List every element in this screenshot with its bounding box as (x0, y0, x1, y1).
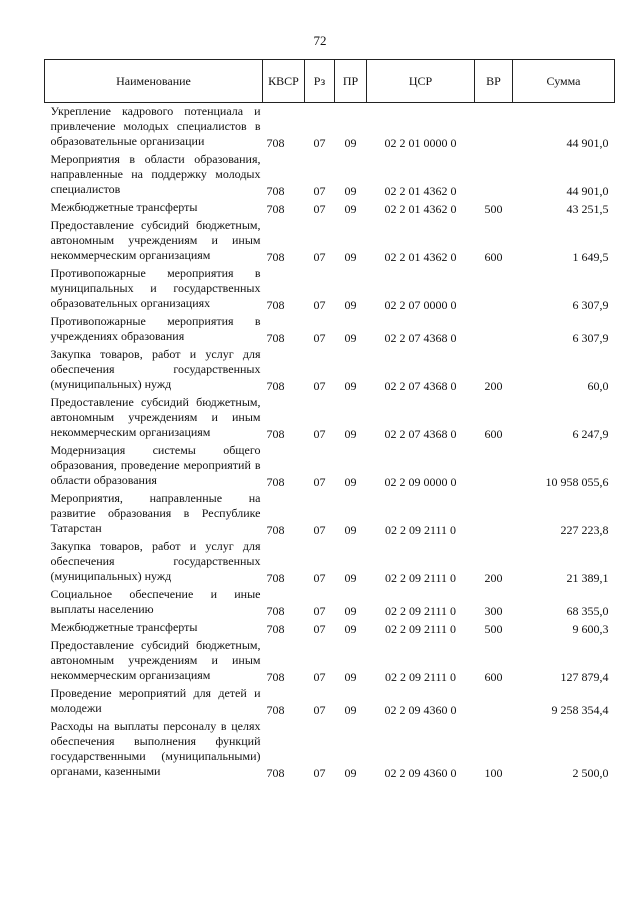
row-kvsr: 708 (266, 379, 285, 393)
row-sum: 43 251,5 (566, 202, 609, 216)
row-rz: 07 (313, 703, 326, 717)
header-name: Наименование (45, 60, 263, 103)
row-name: Противопожарные мероприятия в учреждениях образования (50, 314, 261, 343)
row-csr: 02 2 07 0000 0 (384, 298, 457, 312)
row-sum: 227 223,8 (560, 523, 609, 537)
row-pr: 09 (344, 703, 357, 717)
row-name: Межбюджетные трансферты (50, 200, 198, 214)
row-vr: 600 (484, 427, 503, 441)
row-rz: 07 (313, 250, 326, 264)
table-row (45, 217, 615, 265)
row-name: Закупка товаров, работ и услуг для обеспечения государственных (муниципальных) нужд (50, 347, 261, 391)
row-vr: 300 (484, 604, 503, 618)
row-csr: 02 2 09 4360 0 (384, 766, 457, 780)
row-rz: 07 (313, 604, 326, 618)
row-kvsr: 708 (266, 298, 285, 312)
table-row (45, 313, 615, 346)
row-vr: 600 (484, 250, 503, 264)
row-kvsr: 708 (266, 250, 285, 264)
row-kvsr: 708 (266, 604, 285, 618)
row-kvsr: 708 (266, 670, 285, 684)
row-rz: 07 (313, 427, 326, 441)
page-number: 72 (313, 33, 327, 48)
header-pr: ПР (335, 60, 367, 103)
row-rz: 07 (313, 202, 326, 216)
row-vr: 600 (484, 670, 503, 684)
row-kvsr: 708 (266, 331, 285, 345)
row-sum: 6 247,9 (572, 427, 609, 441)
row-sum: 10 958 055,6 (545, 475, 609, 489)
header-rz: Рз (305, 60, 335, 103)
row-pr: 09 (344, 766, 357, 780)
row-sum: 44 901,0 (566, 184, 609, 198)
row-csr: 02 2 09 2111 0 (384, 604, 457, 618)
table-row (45, 103, 615, 152)
row-rz: 07 (313, 331, 326, 345)
table-row (45, 490, 615, 538)
table-row (45, 619, 615, 637)
header-vr: ВР (475, 60, 513, 103)
table-row (45, 199, 615, 217)
row-vr: 100 (484, 766, 503, 780)
row-rz: 07 (313, 670, 326, 684)
header-kvsr: КВСР (263, 60, 305, 103)
row-sum: 21 389,1 (566, 571, 609, 585)
row-name: Межбюджетные трансферты (50, 620, 198, 634)
row-csr: 02 2 01 4362 0 (384, 202, 457, 216)
table-body (45, 103, 615, 782)
row-vr (475, 442, 513, 490)
row-rz: 07 (313, 622, 326, 636)
row-vr: 500 (484, 622, 503, 636)
row-pr: 09 (344, 571, 357, 585)
row-kvsr: 708 (266, 571, 285, 585)
row-rz: 07 (313, 766, 326, 780)
row-rz: 07 (313, 298, 326, 312)
row-kvsr: 708 (266, 703, 285, 717)
row-pr: 09 (344, 475, 357, 489)
row-vr: 200 (484, 571, 503, 585)
table-row (45, 637, 615, 685)
row-name: Социальное обеспечение и иные выплаты населению (50, 587, 261, 616)
row-rz: 07 (313, 136, 326, 150)
row-pr: 09 (344, 427, 357, 441)
row-csr: 02 2 09 2111 0 (384, 571, 457, 585)
row-rz: 07 (313, 571, 326, 585)
row-pr: 09 (344, 523, 357, 537)
row-rz: 07 (313, 475, 326, 489)
row-csr: 02 2 09 2111 0 (384, 523, 457, 537)
row-vr (475, 685, 513, 718)
row-csr: 02 2 09 4360 0 (384, 703, 457, 717)
row-kvsr: 708 (266, 523, 285, 537)
row-name: Модернизация системы общего образования, проведение мероприятий в области образования (50, 443, 261, 487)
row-name: Укрепление кадрового потенциала и привлечение молодых специалистов в образовательные организации (50, 104, 261, 148)
row-pr: 09 (344, 604, 357, 618)
row-name: Расходы на выплаты персоналу в целях обеспечения выполнения функций государственными (муниципальными) органами, казенными (50, 719, 261, 778)
row-vr (475, 490, 513, 538)
row-rz: 07 (313, 379, 326, 393)
header-csr: ЦСР (367, 60, 475, 103)
row-vr (475, 313, 513, 346)
row-pr: 09 (344, 298, 357, 312)
row-csr: 02 2 09 2111 0 (384, 622, 457, 636)
row-kvsr: 708 (266, 475, 285, 489)
row-sum: 6 307,9 (572, 331, 609, 345)
row-name: Предоставление субсидий бюджетным, автономным учреждениям и иным некоммерческим организациям (50, 395, 261, 439)
row-vr: 500 (484, 202, 503, 216)
row-sum: 127 879,4 (560, 670, 609, 684)
row-csr: 02 2 01 4362 0 (384, 184, 457, 198)
row-kvsr: 708 (266, 622, 285, 636)
row-vr (475, 151, 513, 199)
row-name: Предоставление субсидий бюджетным, автономным учреждениям и иным некоммерческим организациям (50, 218, 261, 262)
budget-table (44, 59, 615, 781)
row-pr: 09 (344, 250, 357, 264)
row-sum: 60,0 (587, 379, 609, 393)
row-kvsr: 708 (266, 766, 285, 780)
row-csr: 02 2 07 4368 0 (384, 379, 457, 393)
table-row (45, 394, 615, 442)
row-pr: 09 (344, 331, 357, 345)
row-pr: 09 (344, 202, 357, 216)
row-vr (475, 103, 513, 152)
row-kvsr: 708 (266, 136, 285, 150)
row-csr: 02 2 01 4362 0 (384, 250, 457, 264)
row-csr: 02 2 07 4368 0 (384, 427, 457, 441)
row-csr: 02 2 09 2111 0 (384, 670, 457, 684)
row-pr: 09 (344, 670, 357, 684)
row-name: Мероприятия в области образования, направленные на поддержку молодых специалистов (50, 152, 261, 196)
table-row (45, 346, 615, 394)
table-row (45, 586, 615, 619)
row-name: Закупка товаров, работ и услуг для обеспечения государственных (муниципальных) нужд (50, 539, 261, 583)
row-kvsr: 708 (266, 184, 285, 198)
row-kvsr: 708 (266, 202, 285, 216)
row-pr: 09 (344, 379, 357, 393)
row-name: Противопожарные мероприятия в муниципальных и государственных образовательных организациях (50, 266, 261, 310)
table-row (45, 538, 615, 586)
table-header (45, 60, 615, 103)
table-row (45, 151, 615, 199)
row-rz: 07 (313, 523, 326, 537)
row-pr: 09 (344, 184, 357, 198)
row-sum: 68 355,0 (566, 604, 609, 618)
row-sum: 44 901,0 (566, 136, 609, 150)
row-vr (475, 265, 513, 313)
row-name: Предоставление субсидий бюджетным, автономным учреждениям и иным некоммерческим организациям (50, 638, 261, 682)
row-kvsr: 708 (266, 427, 285, 441)
row-name: Мероприятия, направленные на развитие образования в Республике Татарстан (50, 491, 261, 535)
row-name: Проведение мероприятий для детей и молодежи (50, 686, 261, 715)
row-csr: 02 2 01 0000 0 (384, 136, 457, 150)
row-sum: 2 500,0 (572, 766, 609, 780)
row-vr: 200 (484, 379, 503, 393)
table-row (45, 685, 615, 718)
row-rz: 07 (313, 184, 326, 198)
table-row (45, 265, 615, 313)
row-sum: 1 649,5 (572, 250, 609, 264)
row-sum: 9 258 354,4 (551, 703, 609, 717)
table-row (45, 718, 615, 781)
table-row (45, 442, 615, 490)
row-pr: 09 (344, 622, 357, 636)
row-csr: 02 2 09 0000 0 (384, 475, 457, 489)
header-sum: Сумма (513, 60, 615, 103)
row-csr: 02 2 07 4368 0 (384, 331, 457, 345)
row-sum: 6 307,9 (572, 298, 609, 312)
row-sum: 9 600,3 (572, 622, 609, 636)
row-pr: 09 (344, 136, 357, 150)
